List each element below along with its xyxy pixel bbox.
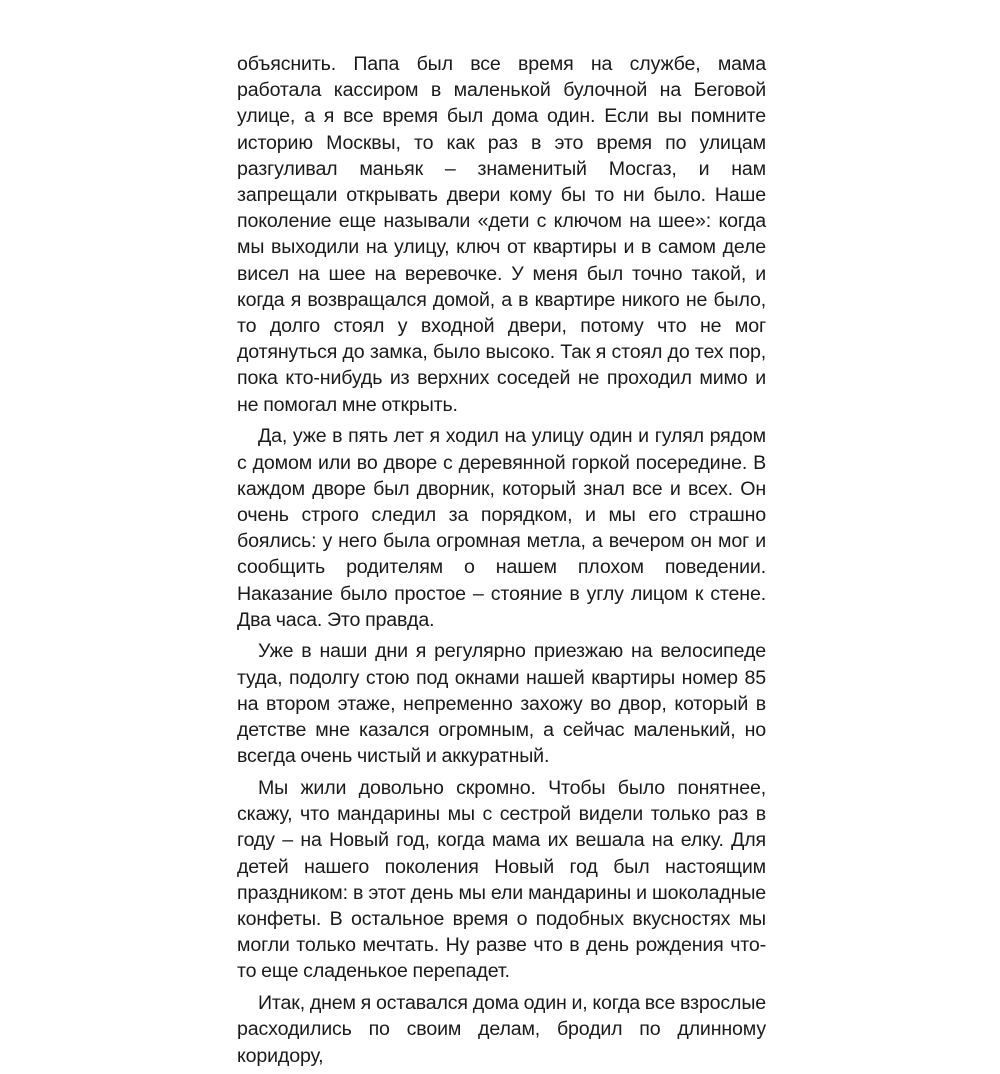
paragraph-continuation: объяснить. Папа был все время на службе, мама работала кассиром в маленькой булочной на Беговой улице, а я все время был дома один. Если вы помните историю Москвы, то как раз в это время по улицам разгуливал маньяк – знаменитый Мосгаз, и нам запрещали открывать двери кому бы то ни было. Наше поколение еще называли «дети с ключом на шее»: когда мы выходили на улицу, ключ от квартиры и в самом деле висел на шее на веревочке. У меня был точно такой, и когда я возвращался домой, а в квартире никого не было, то долго стоял у входной двери, потому что не мог дотянуться до замка, было высоко. Так я стоял до тех пор, пока кто-нибудь из верхних соседей не проходил мимо и не помогал мне открыть. (237, 53, 766, 416)
paragraph-corridor: Итак, днем я оставался дома один и, когда все взрослые расходились по своим делам, бродил по длинному коридору, (237, 992, 766, 1067)
book-page-text (237, 51, 766, 1074)
paragraph-tangerines: Мы жили довольно скромно. Чтобы было понятнее, скажу, что мандарины мы с сестрой видели только раз в году – на Новый год, когда мама их вешала на елку. Для детей нашего поколения Новый год был настоящим праздником: в этот день мы ели мандарины и шоколадные конфеты. В остальное время о подобных вкусностях мы могли только мечтать. Ну разве что в день рождения что-то еще сладенькое перепадет. (237, 776, 766, 983)
paragraph-courtyard: Да, уже в пять лет я ходил на улицу один и гулял рядом с домом или во дворе с деревянной горкой посередине. В каждом дворе был дворник, который знал все и всех. Он очень строго следил за порядком, и мы его страшно боялись: у него была огромная метла, а вечером он мог и сообщить родителям о нашем плохом поведении. Наказание было простое – стояние в углу лицом к стене. Два часа. Это правда. (237, 425, 766, 631)
paragraph-bicycle-visit: Уже в наши дни я регулярно приезжаю на велосипеде туда, подолгу стою под окнами нашей квартиры номер 85 на втором этаже, непременно захожу во двор, который в детстве мне казался огромным, а сейчас маленький, но всегда очень чистый и аккуратный. (237, 640, 766, 768)
